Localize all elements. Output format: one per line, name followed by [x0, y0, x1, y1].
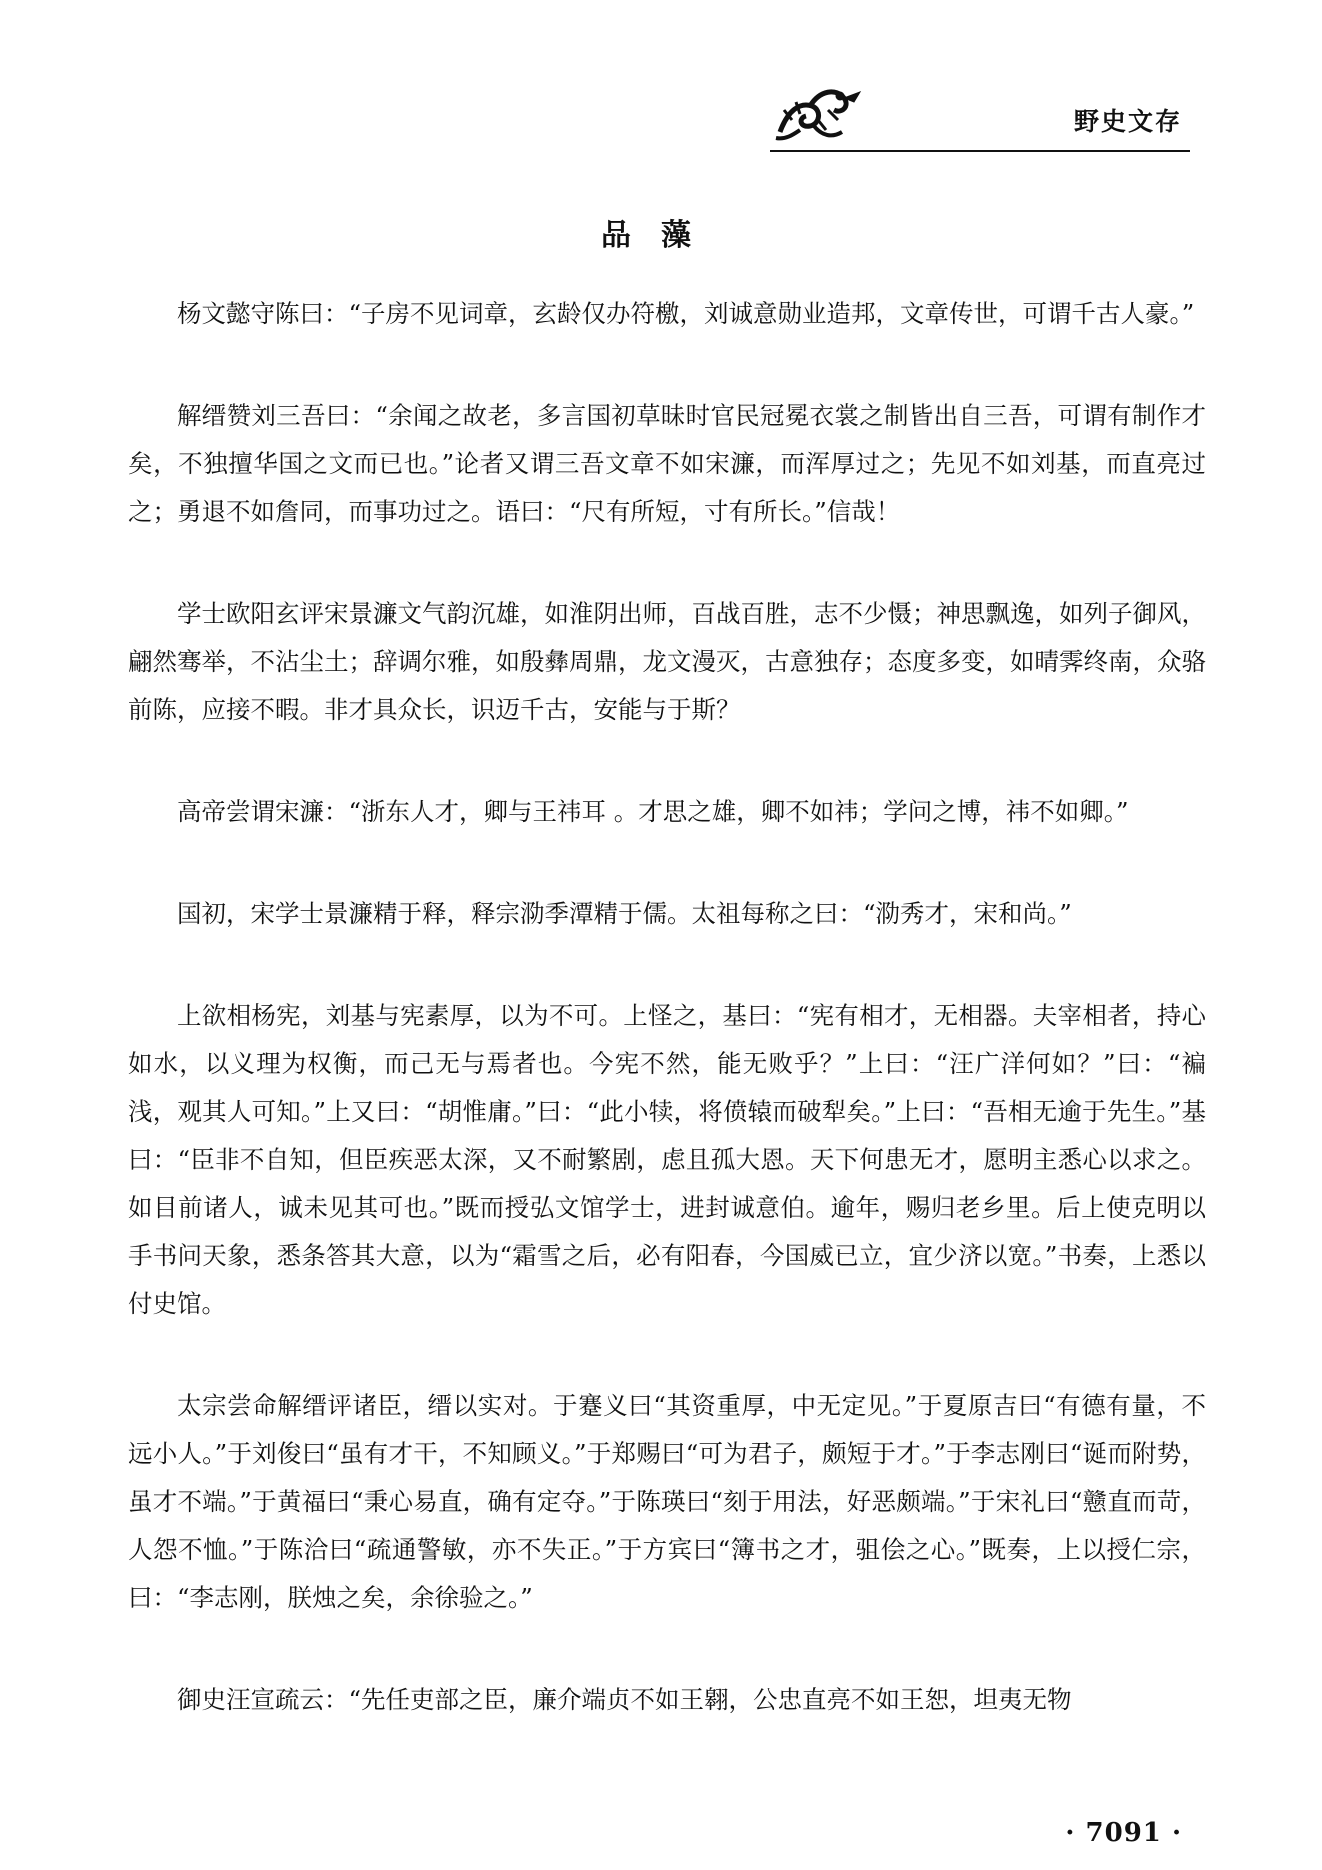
- paragraph: 解缙赞刘三吾曰：“余闻之故老，多言国初草昧时官民冠冕衣裳之制皆出自三吾，可谓有制作才矣，不独擅华国之文而已也。”论者又谓三吾文章不如宋濂，而浑厚过之；先见不如刘基，而直亮过之；勇退不如詹同，而事功过之。语曰：“尺有所短，寸有所长。”信哉！: [128, 401, 1206, 526]
- paragraph: 高帝尝谓宋濂：“浙东人才，卿与王祎耳 。才思之雄，卿不如祎；学问之博，祎不如卿。”: [177, 797, 1129, 826]
- header-rule: [770, 150, 1190, 152]
- paragraph: 国初，宋学士景濂精于释，释宗泐季潭精于儒。太祖每称之曰：“泐秀才，宋和尚。”: [177, 899, 1072, 928]
- paragraph: 上欲相杨宪，刘基与宪素厚，以为不可。上怪之，基曰：“宪有相才，无相器。夫宰相者，持心如水，以义理为权衡，而己无与焉者也。今宪不然，能无败乎？”上曰：“汪广洋何如？”曰：“褊浅，观其人可知。”上又曰：“胡惟庸。”曰：“此小犊，将偾辕而破犁矣。”上曰：“吾相无逾于先生。”基曰：“臣非不自知，但臣疾恶太深，又不耐繁剧，虑且孤大恩。天下何患无才，愿明主悉心以求之。如目前诸人，诚未见其可也。”既而授弘文馆学士，进封诚意伯。逾年，赐归老乡里。后上使克明以手书问天象，悉条答其大意，以为“霜雪之后，必有阳春，今国威已立，宜少济以宽。”书奏，上悉以付史馆。: [128, 1001, 1206, 1318]
- running-header: [770, 80, 1190, 152]
- series-title: 野史文存: [1073, 107, 1182, 136]
- paragraph: 御史汪宣疏云：“先任吏部之臣，廉介端贞不如王翱，公忠直亮不如王恕，坦夷无物: [177, 1685, 1072, 1714]
- article-body: [128, 290, 1206, 1778]
- paragraph: 太宗尝命解缙评诸臣，缙以实对。于蹇义曰“其资重厚，中无定见。”于夏原吉曰“有德有量，不远小人。”于刘俊曰“虽有才干，不知顾义。”于郑赐曰“可为君子，颇短于才。”于李志刚曰“诞而附势，虽才不端。”于黄福曰“秉心易直，确有定夺。”于陈瑛曰“刻于用法，好恶颇端。”于宋礼曰“戆直而苛，人怨不恤。”于陈洽曰“疏通警敏，亦不失正。”于方宾曰“簿书之才，驵侩之心。”既奏，上以授仁宗，曰：“李志刚，朕烛之矣，余徐验之。”: [128, 1391, 1206, 1612]
- paragraph: 杨文懿守陈曰：“子房不见词章，玄龄仅办符檄，刘诚意勋业造邦，文章传世，可谓千古人豪。”: [177, 299, 1195, 328]
- article-title: 品藻: [601, 218, 721, 253]
- page-number: · 7091 ·: [1065, 1818, 1182, 1848]
- paragraph: 学士欧阳玄评宋景濂文气韵沉雄，如淮阴出师，百战百胜，志不少慑；神思飘逸，如列子御风，翩然骞举，不沾尘土；辞调尔雅，如殷彝周鼎，龙文漫灭，古意独存；态度多变，如晴霁终南，众骆前陈，应接不暇。非才具众长，识迈千古，安能与于斯？: [128, 599, 1206, 724]
- dragon-emblem-icon: [770, 80, 870, 146]
